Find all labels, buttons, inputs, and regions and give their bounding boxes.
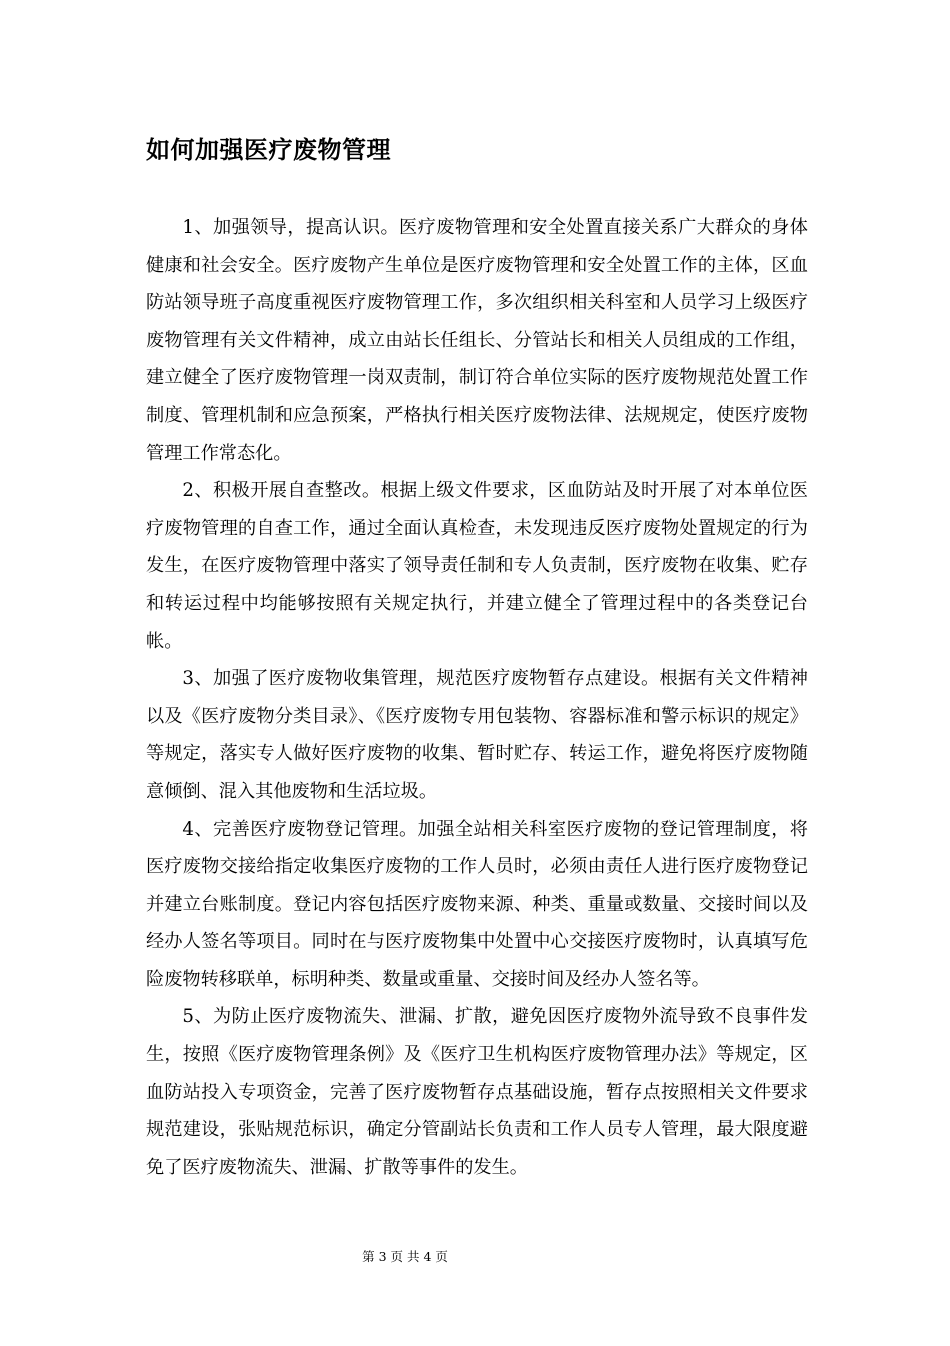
- document-body: [146, 209, 808, 1186]
- paragraph-1: 1、加强领导，提高认识。医疗废物管理和安全处置直接关系广大群众的身体健康和社会安全。医疗废物产生单位是医疗废物管理和安全处置工作的主体，区血防站领导班子高度重视医疗废物管理工作，多次组织相关科室和人员学习上级医疗废物管理有关文件精神，成立由站长任组长、分管站长和相关人员组成的工作组，建立健全了医疗废物管理一岗双责制，制订符合单位实际的医疗废物规范处置工作制度、管理机制和应急预案，严格执行相关医疗废物法律、法规规定，使医疗废物管理工作常态化。: [146, 217, 808, 464]
- page-number-footer: 第 3 页 共 4 页: [362, 1249, 448, 1264]
- paragraph-2: 2、积极开展自查整改。根据上级文件要求，区血防站及时开展了对本单位医疗废物管理的自查工作，通过全面认真检查，未发现违反医疗废物处置规定的行为发生，在医疗废物管理中落实了领导责任制和专人负责制，医疗废物在收集、贮存和转运过程中均能够按照有关规定执行，并建立健全了管理过程中的各类登记台帐。: [146, 480, 808, 652]
- paragraph-4: 4、完善医疗废物登记管理。加强全站相关科室医疗废物的登记管理制度，将医疗废物交接给指定收集医疗废物的工作人员时，必须由责任人进行医疗废物登记并建立台账制度。登记内容包括医疗废物来源、种类、重量或数量、交接时间以及经办人签名等项目。同时在与医疗废物集中处置中心交接医疗废物时，认真填写危险废物转移联单，标明种类、数量或重量、交接时间及经办人签名等。: [146, 818, 808, 990]
- paragraph-5: 5、为防止医疗废物流失、泄漏、扩散，避免因医疗废物外流导致不良事件发生，按照《医疗废物管理条例》及《医疗卫生机构医疗废物管理办法》等规定，区血防站投入专项资金，完善了医疗废物暂存点基础设施，暂存点按照相关文件要求规范建设，张贴规范标识，确定分管副站长负责和工作人员专人管理，最大限度避免了医疗废物流失、泄漏、扩散等事件的发生。: [146, 1006, 808, 1178]
- document-title: 如何加强医疗废物管理: [146, 136, 391, 164]
- paragraph-3: 3、加强了医疗废物收集管理，规范医疗废物暂存点建设。根据有关文件精神以及《医疗废物分类目录》、《医疗废物专用包装物、容器标准和警示标识的规定》等规定，落实专人做好医疗废物的收集、暂时贮存、转运工作，避免将医疗废物随意倾倒、混入其他废物和生活垃圾。: [146, 668, 808, 802]
